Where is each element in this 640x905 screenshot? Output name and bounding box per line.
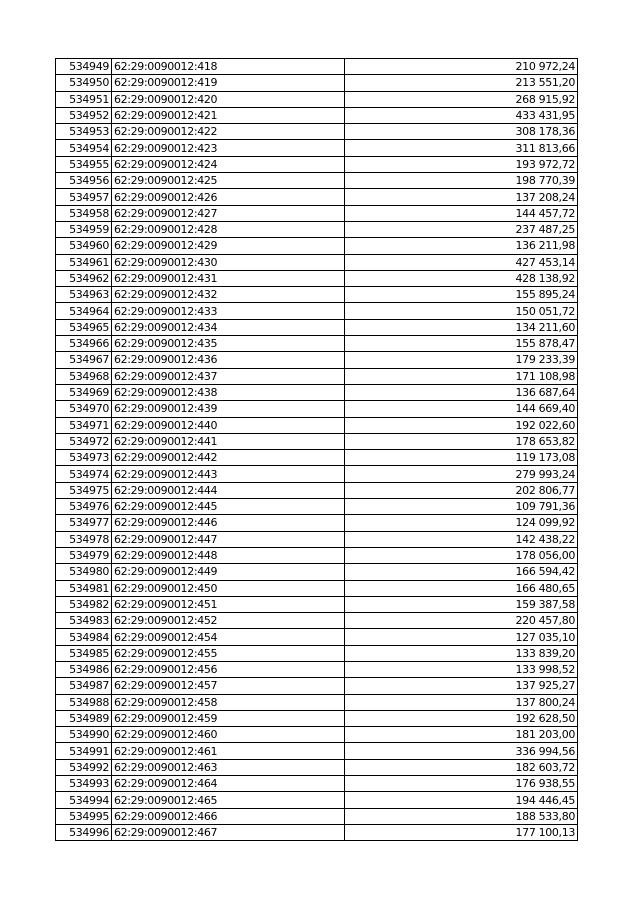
- cadastral-number-cell: 62:29:0090012:426: [112, 189, 345, 205]
- row-number-cell: 534979: [56, 547, 112, 563]
- cadastral-value-table: [55, 58, 578, 841]
- cadastral-value-cell: 336 994,56: [345, 743, 578, 759]
- cadastral-value-cell: 210 972,24: [345, 59, 578, 75]
- table-row: [56, 287, 578, 303]
- row-number-cell: 534958: [56, 205, 112, 221]
- cadastral-value-cell: 192 022,60: [345, 417, 578, 433]
- row-number-cell: 534975: [56, 482, 112, 498]
- cadastral-number-cell: 62:29:0090012:425: [112, 173, 345, 189]
- table-row: [56, 613, 578, 629]
- row-number-cell: 534972: [56, 433, 112, 449]
- cadastral-value-cell: 133 998,52: [345, 661, 578, 677]
- row-number-cell: 534962: [56, 270, 112, 286]
- cadastral-number-cell: 62:29:0090012:436: [112, 352, 345, 368]
- row-number-cell: 534993: [56, 776, 112, 792]
- cadastral-value-cell: 194 446,45: [345, 792, 578, 808]
- cadastral-value-cell: 433 431,95: [345, 107, 578, 123]
- table-row: [56, 759, 578, 775]
- cadastral-number-cell: 62:29:0090012:467: [112, 824, 345, 840]
- cadastral-value-cell: 166 594,42: [345, 564, 578, 580]
- cadastral-value-cell: 166 480,65: [345, 580, 578, 596]
- cadastral-value-cell: 213 551,20: [345, 75, 578, 91]
- cadastral-number-cell: 62:29:0090012:439: [112, 401, 345, 417]
- row-number-cell: 534965: [56, 319, 112, 335]
- cadastral-value-cell: 133 839,20: [345, 645, 578, 661]
- row-number-cell: 534976: [56, 499, 112, 515]
- cadastral-number-cell: 62:29:0090012:456: [112, 661, 345, 677]
- row-number-cell: 534966: [56, 336, 112, 352]
- row-number-cell: 534954: [56, 140, 112, 156]
- cadastral-value-cell: 179 233,39: [345, 352, 578, 368]
- row-number-cell: 534964: [56, 303, 112, 319]
- cadastral-number-cell: 62:29:0090012:442: [112, 450, 345, 466]
- cadastral-number-cell: 62:29:0090012:447: [112, 531, 345, 547]
- table-row: [56, 384, 578, 400]
- cadastral-value-cell: 237 487,25: [345, 221, 578, 237]
- cadastral-number-cell: 62:29:0090012:418: [112, 59, 345, 75]
- cadastral-number-cell: 62:29:0090012:461: [112, 743, 345, 759]
- cadastral-number-cell: 62:29:0090012:441: [112, 433, 345, 449]
- row-number-cell: 534987: [56, 678, 112, 694]
- cadastral-number-cell: 62:29:0090012:431: [112, 270, 345, 286]
- cadastral-value-cell: 177 100,13: [345, 824, 578, 840]
- row-number-cell: 534980: [56, 564, 112, 580]
- row-number-cell: 534969: [56, 384, 112, 400]
- table-row: [56, 515, 578, 531]
- cadastral-value-cell: 137 925,27: [345, 678, 578, 694]
- table-row: [56, 221, 578, 237]
- cadastral-number-cell: 62:29:0090012:437: [112, 368, 345, 384]
- table-row: [56, 124, 578, 140]
- cadastral-number-cell: 62:29:0090012:449: [112, 564, 345, 580]
- cadastral-value-cell: 427 453,14: [345, 254, 578, 270]
- cadastral-number-cell: 62:29:0090012:424: [112, 156, 345, 172]
- cadastral-value-cell: 144 669,40: [345, 401, 578, 417]
- cadastral-number-cell: 62:29:0090012:444: [112, 482, 345, 498]
- cadastral-value-cell: 155 895,24: [345, 287, 578, 303]
- cadastral-number-cell: 62:29:0090012:465: [112, 792, 345, 808]
- cadastral-value-cell: 192 628,50: [345, 710, 578, 726]
- cadastral-value-cell: 171 108,98: [345, 368, 578, 384]
- table-row: [56, 466, 578, 482]
- table-row: [56, 547, 578, 563]
- cadastral-value-cell: 178 056,00: [345, 547, 578, 563]
- row-number-cell: 534984: [56, 629, 112, 645]
- row-number-cell: 534957: [56, 189, 112, 205]
- row-number-cell: 534989: [56, 710, 112, 726]
- table-row: [56, 352, 578, 368]
- row-number-cell: 534981: [56, 580, 112, 596]
- table-row: [56, 189, 578, 205]
- table-row: [56, 59, 578, 75]
- cadastral-number-cell: 62:29:0090012:455: [112, 645, 345, 661]
- cadastral-value-cell: 268 915,92: [345, 91, 578, 107]
- table-row: [56, 596, 578, 612]
- table-row: [56, 792, 578, 808]
- cadastral-value-cell: 182 603,72: [345, 759, 578, 775]
- cadastral-value-cell: 150 051,72: [345, 303, 578, 319]
- table-row: [56, 645, 578, 661]
- table-row: [56, 319, 578, 335]
- cadastral-value-cell: 109 791,36: [345, 499, 578, 515]
- cadastral-value-cell: 279 993,24: [345, 466, 578, 482]
- table-row: [56, 694, 578, 710]
- cadastral-number-cell: 62:29:0090012:452: [112, 613, 345, 629]
- cadastral-number-cell: 62:29:0090012:458: [112, 694, 345, 710]
- table-body: [56, 59, 578, 841]
- cadastral-number-cell: 62:29:0090012:427: [112, 205, 345, 221]
- cadastral-number-cell: 62:29:0090012:463: [112, 759, 345, 775]
- table-row: [56, 173, 578, 189]
- cadastral-value-cell: 137 800,24: [345, 694, 578, 710]
- table-row: [56, 107, 578, 123]
- cadastral-value-cell: 193 972,72: [345, 156, 578, 172]
- cadastral-value-cell: 142 438,22: [345, 531, 578, 547]
- row-number-cell: 534995: [56, 808, 112, 824]
- cadastral-value-cell: 136 687,64: [345, 384, 578, 400]
- row-number-cell: 534982: [56, 596, 112, 612]
- cadastral-number-cell: 62:29:0090012:428: [112, 221, 345, 237]
- table-row: [56, 75, 578, 91]
- row-number-cell: 534991: [56, 743, 112, 759]
- cadastral-number-cell: 62:29:0090012:435: [112, 336, 345, 352]
- row-number-cell: 534977: [56, 515, 112, 531]
- row-number-cell: 534949: [56, 59, 112, 75]
- row-number-cell: 534956: [56, 173, 112, 189]
- row-number-cell: 534960: [56, 238, 112, 254]
- row-number-cell: 534970: [56, 401, 112, 417]
- table-row: [56, 433, 578, 449]
- cadastral-number-cell: 62:29:0090012:464: [112, 776, 345, 792]
- row-number-cell: 534974: [56, 466, 112, 482]
- cadastral-value-cell: 155 878,47: [345, 336, 578, 352]
- cadastral-number-cell: 62:29:0090012:423: [112, 140, 345, 156]
- cadastral-number-cell: 62:29:0090012:434: [112, 319, 345, 335]
- table-row: [56, 727, 578, 743]
- table-row: [56, 368, 578, 384]
- cadastral-value-cell: 198 770,39: [345, 173, 578, 189]
- cadastral-value-cell: 311 813,66: [345, 140, 578, 156]
- table-row: [56, 808, 578, 824]
- table-row: [56, 564, 578, 580]
- row-number-cell: 534953: [56, 124, 112, 140]
- cadastral-value-cell: 188 533,80: [345, 808, 578, 824]
- cadastral-value-cell: 124 099,92: [345, 515, 578, 531]
- table-row: [56, 678, 578, 694]
- cadastral-number-cell: 62:29:0090012:443: [112, 466, 345, 482]
- table-row: [56, 824, 578, 840]
- table-row: [56, 661, 578, 677]
- row-number-cell: 534955: [56, 156, 112, 172]
- cadastral-value-cell: 127 035,10: [345, 629, 578, 645]
- row-number-cell: 534959: [56, 221, 112, 237]
- cadastral-number-cell: 62:29:0090012:460: [112, 727, 345, 743]
- cadastral-value-cell: 119 173,08: [345, 450, 578, 466]
- table-row: [56, 776, 578, 792]
- row-number-cell: 534978: [56, 531, 112, 547]
- cadastral-value-cell: 144 457,72: [345, 205, 578, 221]
- table-row: [56, 156, 578, 172]
- cadastral-number-cell: 62:29:0090012:466: [112, 808, 345, 824]
- cadastral-number-cell: 62:29:0090012:459: [112, 710, 345, 726]
- row-number-cell: 534951: [56, 91, 112, 107]
- cadastral-value-cell: 136 211,98: [345, 238, 578, 254]
- cadastral-number-cell: 62:29:0090012:420: [112, 91, 345, 107]
- table-row: [56, 303, 578, 319]
- row-number-cell: 534990: [56, 727, 112, 743]
- cadastral-number-cell: 62:29:0090012:446: [112, 515, 345, 531]
- row-number-cell: 534994: [56, 792, 112, 808]
- row-number-cell: 534950: [56, 75, 112, 91]
- cadastral-number-cell: 62:29:0090012:454: [112, 629, 345, 645]
- cadastral-value-cell: 176 938,55: [345, 776, 578, 792]
- row-number-cell: 534988: [56, 694, 112, 710]
- table-row: [56, 499, 578, 515]
- cadastral-value-cell: 178 653,82: [345, 433, 578, 449]
- cadastral-number-cell: 62:29:0090012:445: [112, 499, 345, 515]
- table-row: [56, 531, 578, 547]
- row-number-cell: 534985: [56, 645, 112, 661]
- cadastral-value-cell: 308 178,36: [345, 124, 578, 140]
- row-number-cell: 534986: [56, 661, 112, 677]
- cadastral-value-cell: 159 387,58: [345, 596, 578, 612]
- row-number-cell: 534983: [56, 613, 112, 629]
- cadastral-value-cell: 181 203,00: [345, 727, 578, 743]
- cadastral-number-cell: 62:29:0090012:450: [112, 580, 345, 596]
- cadastral-value-cell: 428 138,92: [345, 270, 578, 286]
- cadastral-value-cell: 220 457,80: [345, 613, 578, 629]
- table-row: [56, 91, 578, 107]
- cadastral-number-cell: 62:29:0090012:438: [112, 384, 345, 400]
- cadastral-number-cell: 62:29:0090012:421: [112, 107, 345, 123]
- table-row: [56, 336, 578, 352]
- cadastral-number-cell: 62:29:0090012:432: [112, 287, 345, 303]
- table-row: [56, 710, 578, 726]
- table-row: [56, 238, 578, 254]
- cadastral-number-cell: 62:29:0090012:448: [112, 547, 345, 563]
- cadastral-number-cell: 62:29:0090012:422: [112, 124, 345, 140]
- row-number-cell: 534971: [56, 417, 112, 433]
- cadastral-value-cell: 134 211,60: [345, 319, 578, 335]
- cadastral-number-cell: 62:29:0090012:451: [112, 596, 345, 612]
- row-number-cell: 534996: [56, 824, 112, 840]
- table-row: [56, 417, 578, 433]
- row-number-cell: 534973: [56, 450, 112, 466]
- row-number-cell: 534992: [56, 759, 112, 775]
- row-number-cell: 534963: [56, 287, 112, 303]
- row-number-cell: 534961: [56, 254, 112, 270]
- cadastral-number-cell: 62:29:0090012:433: [112, 303, 345, 319]
- table-row: [56, 450, 578, 466]
- table-row: [56, 254, 578, 270]
- table-row: [56, 580, 578, 596]
- row-number-cell: 534968: [56, 368, 112, 384]
- cadastral-value-cell: 202 806,77: [345, 482, 578, 498]
- cadastral-number-cell: 62:29:0090012:429: [112, 238, 345, 254]
- row-number-cell: 534967: [56, 352, 112, 368]
- table-row: [56, 743, 578, 759]
- cadastral-number-cell: 62:29:0090012:457: [112, 678, 345, 694]
- table-row: [56, 270, 578, 286]
- cadastral-number-cell: 62:29:0090012:419: [112, 75, 345, 91]
- table-row: [56, 205, 578, 221]
- table-row: [56, 629, 578, 645]
- cadastral-value-cell: 137 208,24: [345, 189, 578, 205]
- cadastral-number-cell: 62:29:0090012:430: [112, 254, 345, 270]
- table-row: [56, 482, 578, 498]
- cadastral-number-cell: 62:29:0090012:440: [112, 417, 345, 433]
- row-number-cell: 534952: [56, 107, 112, 123]
- table-row: [56, 140, 578, 156]
- table-row: [56, 401, 578, 417]
